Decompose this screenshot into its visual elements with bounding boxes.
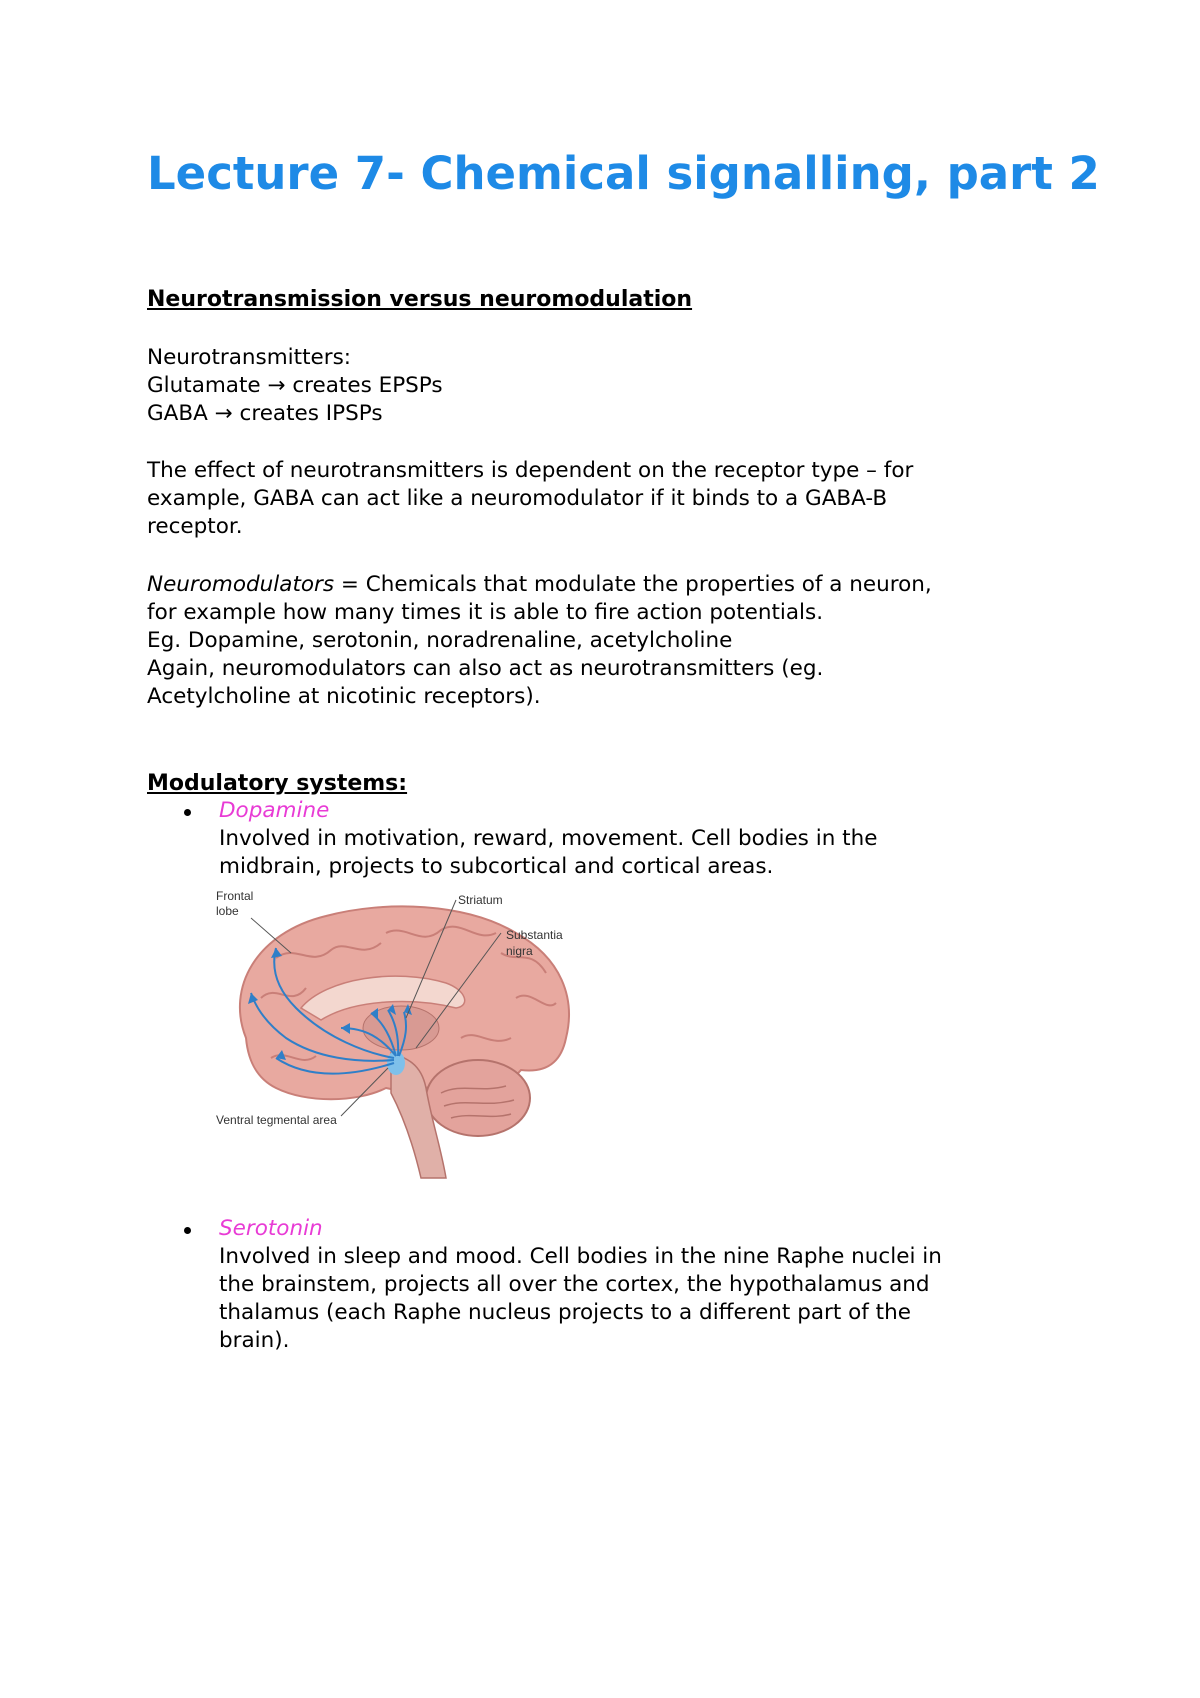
section-heading-neurotransmission: Neurotransmission versus neuromodulation <box>147 287 693 312</box>
neuromodulators-definition-line-1 <box>147 571 1067 599</box>
dopamine-description-line-1: Involved in motivation, reward, movement. Cell bodies in the <box>219 826 878 851</box>
cerebellum-shape <box>426 1060 530 1136</box>
neuromodulators-again-line-1: Again, neuromodulators can also act as neurotransmitters (eg. <box>147 656 824 681</box>
neuromodulators-examples: Eg. Dopamine, serotonin, noradrenaline, acetylcholine <box>147 628 733 653</box>
effect-line-3: receptor. <box>147 514 243 539</box>
dopamine-description-line-2: midbrain, projects to subcortical and cortical areas. <box>219 854 774 879</box>
figure-label-substantia: Substantia <box>506 928 563 942</box>
effect-line-1: The effect of neurotransmitters is dependent on the receptor type – for <box>147 458 914 483</box>
bullet-icon <box>184 1227 191 1234</box>
gaba-line: GABA → creates IPSPs <box>147 401 383 426</box>
list-item-serotonin <box>219 1215 1059 1355</box>
serotonin-name: Serotonin <box>219 1216 323 1241</box>
neuromodulators-definition: = Chemicals that modulate the properties of a neuron, <box>334 572 932 597</box>
bullet-icon <box>184 809 191 816</box>
neuromodulators-again-line-2: Acetylcholine at nicotinic receptors). <box>147 684 541 709</box>
glutamate-line: Glutamate → creates EPSPs <box>147 373 443 398</box>
page-title: Lecture 7- Chemical signalling, part 2 <box>147 147 1100 200</box>
neuromodulators-definition-line-2: for example how many times it is able to fire action potentials. <box>147 600 824 625</box>
neurotransmitters-block <box>147 344 1067 428</box>
effect-line-2: example, GABA can act like a neuromodulator if it binds to a GABA-B <box>147 486 888 511</box>
neurotransmitters-label: Neurotransmitters: <box>147 345 352 370</box>
figure-label-vta: Ventral tegmental area <box>216 1113 337 1127</box>
serotonin-description-line-1: Involved in sleep and mood. Cell bodies in the nine Raphe nuclei in <box>219 1244 942 1269</box>
dopamine-pathway-brain-figure <box>216 888 592 1188</box>
serotonin-description-line-2: the brainstem, projects all over the cortex, the hypothalamus and <box>219 1272 930 1297</box>
figure-label-frontal: Frontal <box>216 889 254 903</box>
serotonin-description-line-4: brain). <box>219 1328 290 1353</box>
serotonin-description-line-3: thalamus (each Raphe nucleus projects to a different part of the <box>219 1300 911 1325</box>
dopamine-name: Dopamine <box>219 798 330 823</box>
figure-label-striatum: Striatum <box>458 893 503 907</box>
figure-label-nigra: nigra <box>506 944 533 958</box>
section-heading-modulatory-systems: Modulatory systems: <box>147 771 408 796</box>
list-item-dopamine <box>219 797 1059 881</box>
neuromodulators-term: Neuromodulators <box>147 572 335 597</box>
figure-label-lobe: lobe <box>216 904 239 918</box>
receptor-effect-paragraph <box>147 457 1067 541</box>
neuromodulators-paragraph <box>147 571 1067 711</box>
